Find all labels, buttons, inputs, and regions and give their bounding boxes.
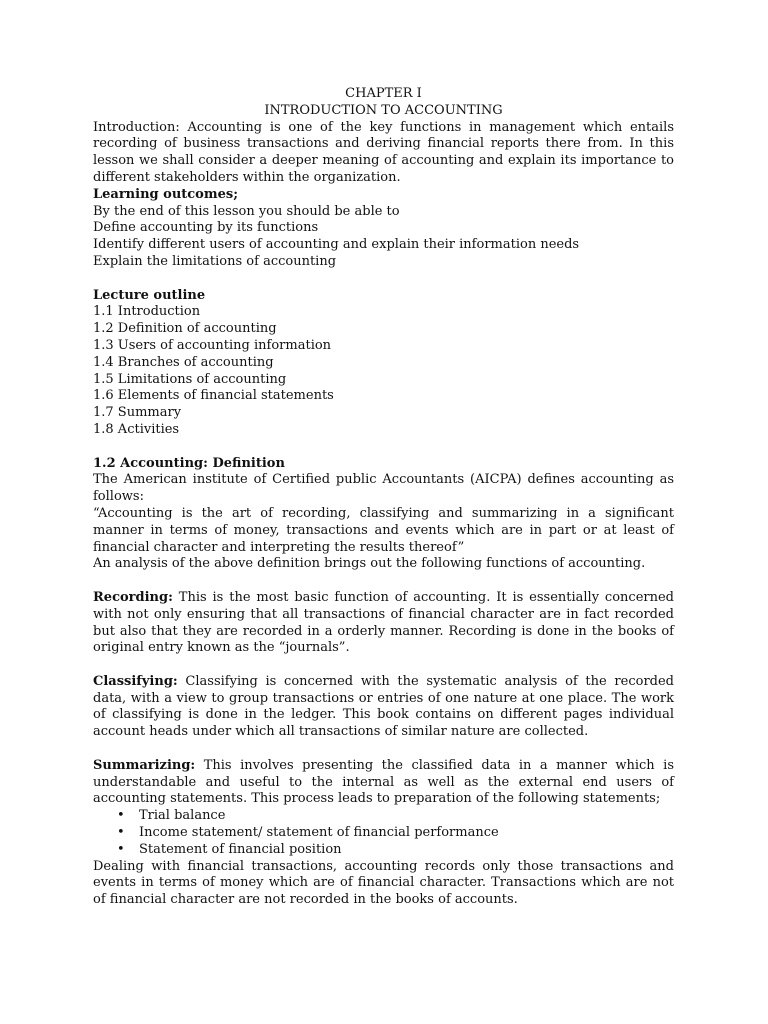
spacer xyxy=(93,271,674,288)
summarizing-text: This involves presenting the classified data in a manner which is understandable and useful to the internal as well as the external end users of accounting statements. This process leads to preparation of the following statements; xyxy=(93,757,674,807)
learning-outcome-item: Define accounting by its functions xyxy=(93,220,319,236)
classifying-label: Classifying: xyxy=(93,673,178,689)
list-item-label: Income statement/ statement of financial performance xyxy=(139,825,499,841)
outline-item: 1.2 Definition of accounting xyxy=(93,321,277,337)
summarizing-label: Summarizing: xyxy=(93,757,196,773)
summarizing-paragraph xyxy=(93,758,674,808)
outline-item: 1.3 Users of accounting information xyxy=(93,337,332,353)
classifying-paragraph xyxy=(93,674,674,741)
outline-item: 1.6 Elements of financial statements xyxy=(93,388,334,404)
outline-item: 1.1 Introduction xyxy=(93,304,201,320)
introduction-text: Accounting is one of the key functions in management which entails recording of business transactions and deriving financial reports there from. In this lesson we shall consider a deeper meaning of accounting and explain its importance to different stakeholders within the organization. xyxy=(93,119,674,185)
lecture-outline-heading: Lecture outline xyxy=(93,287,206,303)
definition-intro: The American institute of Certified public Accountants (AICPA) defines accounting as follows: xyxy=(93,472,674,505)
bullet-icon: • xyxy=(117,825,125,841)
spacer xyxy=(93,657,674,674)
chapter-title: INTRODUCTION TO ACCOUNTING xyxy=(264,102,503,118)
outline-item: 1.7 Summary xyxy=(93,405,182,421)
definition-heading: 1.2 Accounting: Definition xyxy=(93,455,285,471)
list-item-label: Statement of financial position xyxy=(139,841,342,857)
chapter-number: CHAPTER I xyxy=(345,86,422,101)
list-item-label: Trial balance xyxy=(139,808,226,824)
spacer xyxy=(93,573,674,590)
outline-item: 1.4 Branches of accounting xyxy=(93,354,274,370)
summarizing-closing: Dealing with financial transactions, accounting records only those transactions and events in terms of money which are of financial character. Transactions which are not of financial character are not recorded in the books of accounts. xyxy=(93,858,674,908)
outline-item: 1.5 Limitations of accounting xyxy=(93,371,287,387)
learning-outcome-item: By the end of this lesson you should be able to xyxy=(93,203,400,219)
statements-list xyxy=(93,808,674,858)
list-item xyxy=(117,841,674,859)
introduction-paragraph xyxy=(93,120,674,187)
outline-item: 1.8 Activities xyxy=(93,421,180,437)
classifying-text: Classifying is concerned with the systematic analysis of the recorded data, with a view to group transactions or entries of one nature at one place. The work of classifying is done in the ledger. This book contains on different pages individual account heads under which all transactions of similar nature are collected. xyxy=(93,673,674,740)
bullet-icon: • xyxy=(117,841,125,857)
learning-outcomes-heading: Learning outcomes; xyxy=(93,186,238,202)
list-item xyxy=(117,825,674,842)
spacer xyxy=(93,439,674,456)
learning-outcome-item: Explain the limitations of accounting xyxy=(93,253,337,269)
recording-text: This is the most basic function of accounting. It is essentially concerned with not only ensuring that all transactions of financial character are in fact recorded but also that they are recorded in a orderly manner. Recording is done in the books of original entry known as the “journals”. xyxy=(93,589,674,656)
list-item xyxy=(117,808,674,825)
bullet-icon: • xyxy=(117,808,125,824)
recording-label: Recording: xyxy=(93,589,173,605)
spacer xyxy=(93,741,674,758)
introduction-label: Introduction: xyxy=(93,119,180,135)
learning-outcome-item: Identify different users of accounting and explain their information needs xyxy=(93,237,580,253)
definition-analysis: An analysis of the above definition brings out the following functions of accounting. xyxy=(93,556,646,572)
definition-quote: “Accounting is the art of recording, classifying and summarizing in a significant manner in terms of money, transactions and events which are in part or at least of financial character and interpreting the results thereof” xyxy=(93,505,674,555)
recording-paragraph xyxy=(93,590,674,657)
